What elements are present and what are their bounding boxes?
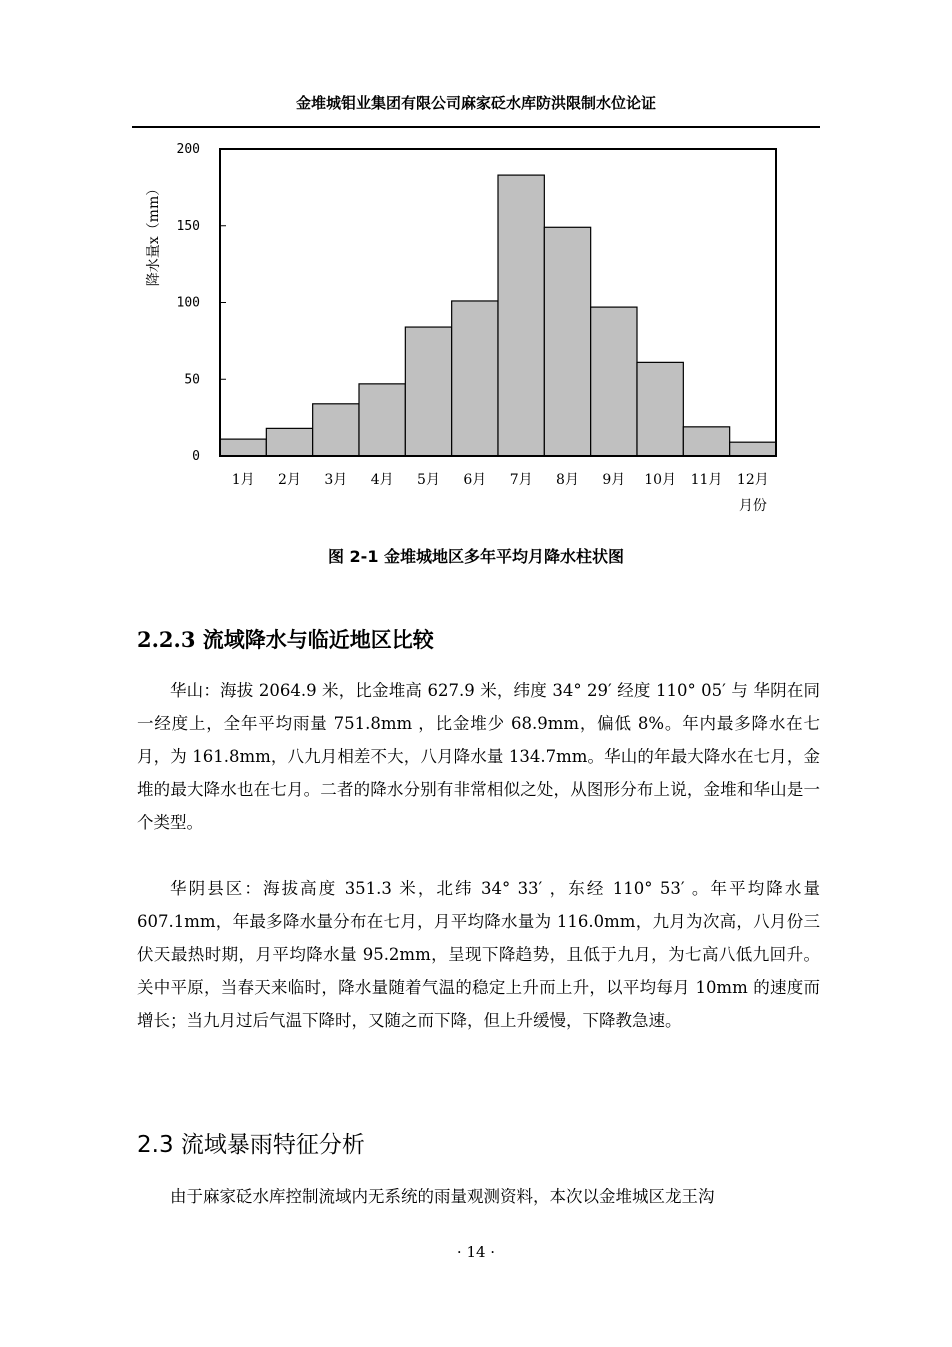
x-tick-label: 6月: [463, 472, 487, 488]
bar: [452, 301, 498, 456]
bar: [313, 404, 359, 456]
y-axis-label: 降水量x（mm）: [146, 181, 162, 287]
bar: [683, 427, 729, 456]
x-tick-label: 3月: [324, 472, 348, 488]
figure-caption: 图 2-1 金堆城地区多年平均月降水柱状图: [327, 547, 625, 566]
x-tick-label: 4月: [370, 472, 394, 488]
bar: [730, 442, 776, 456]
y-tick-label: 200: [176, 142, 200, 157]
bar: [266, 428, 312, 456]
header-rule: [132, 126, 820, 128]
x-tick-label: 1月: [231, 472, 255, 488]
x-tick-label: 2月: [278, 472, 301, 488]
y-tick-label: 150: [176, 218, 200, 234]
bar: [498, 175, 544, 456]
bar: [220, 439, 266, 456]
x-tick-label: 10月: [644, 472, 677, 488]
x-tick-label: 8月: [556, 472, 579, 488]
y-tick-label: 100: [176, 295, 200, 311]
section-heading-2-3: 2.3 流域暴雨特征分析: [137, 1132, 365, 1158]
y-tick-label: 0: [192, 449, 200, 464]
x-tick-label: 12月: [736, 472, 769, 488]
paragraph-intro-2-3: 由于麻家砭水库控制流域内无系统的雨量观测资料，本次以金堆城区龙王沟: [170, 1187, 715, 1206]
page-number: · 14 ·: [456, 1243, 496, 1261]
x-axis-label: 月份: [738, 498, 767, 514]
bar: [544, 227, 590, 456]
y-tick-label: 50: [184, 372, 200, 388]
x-tick-label: 11月: [690, 472, 723, 488]
section-heading-2-2-3: 2.2.3 流域降水与临近地区比较: [137, 627, 434, 652]
bar: [591, 307, 637, 456]
bar: [637, 362, 683, 456]
bar: [405, 327, 451, 456]
x-tick-label: 7月: [509, 472, 533, 488]
paragraph-huashan: 华山：海拔 2064.9 米，比金堆高 627.9 米，纬度 34° 29′ 经度 110° 05′ 与 华阴在同一经度上，全年平均雨量 751.8mm ，比金堆少 68.9mm，偏低 8%。年内最多降水在七月，为 161.8mm，八九月相差不大，八月降水量 134.7mm。华山的年最大降水在七月，金堆的最大降水也在七月。二者的降水分别有非常相似之处，从图形分布上说，金堆和华山是一个类型。: [137, 681, 820, 832]
bar: [359, 384, 405, 456]
page-header: 金堆城钼业集团有限公司麻家砭水库防洪限制水位论证: [295, 94, 656, 112]
precipitation-bar-chart: [132, 136, 820, 526]
x-tick-label: 9月: [602, 472, 626, 488]
x-tick-label: 5月: [417, 472, 440, 488]
paragraph-huayin: 华阴县区：海拔高度 351.3 米，北纬 34° 33′ ，东经 110° 53′ 。年平均降水量 607.1mm，年最多降水量分布在七月，月平均降水量为 116.0mm，九月为次高，八月份三伏天最热时期，月平均降水量 95.2mm，呈现下降趋势，且低于九月，为七高八低九回升。关中平原，当春天来临时，降水量随着气温的稳定上升而上升，以平均每月 10mm 的速度而增长；当九月过后气温下降时，又随之而下降，但上升缓慢，下降教急速。: [137, 879, 820, 1030]
